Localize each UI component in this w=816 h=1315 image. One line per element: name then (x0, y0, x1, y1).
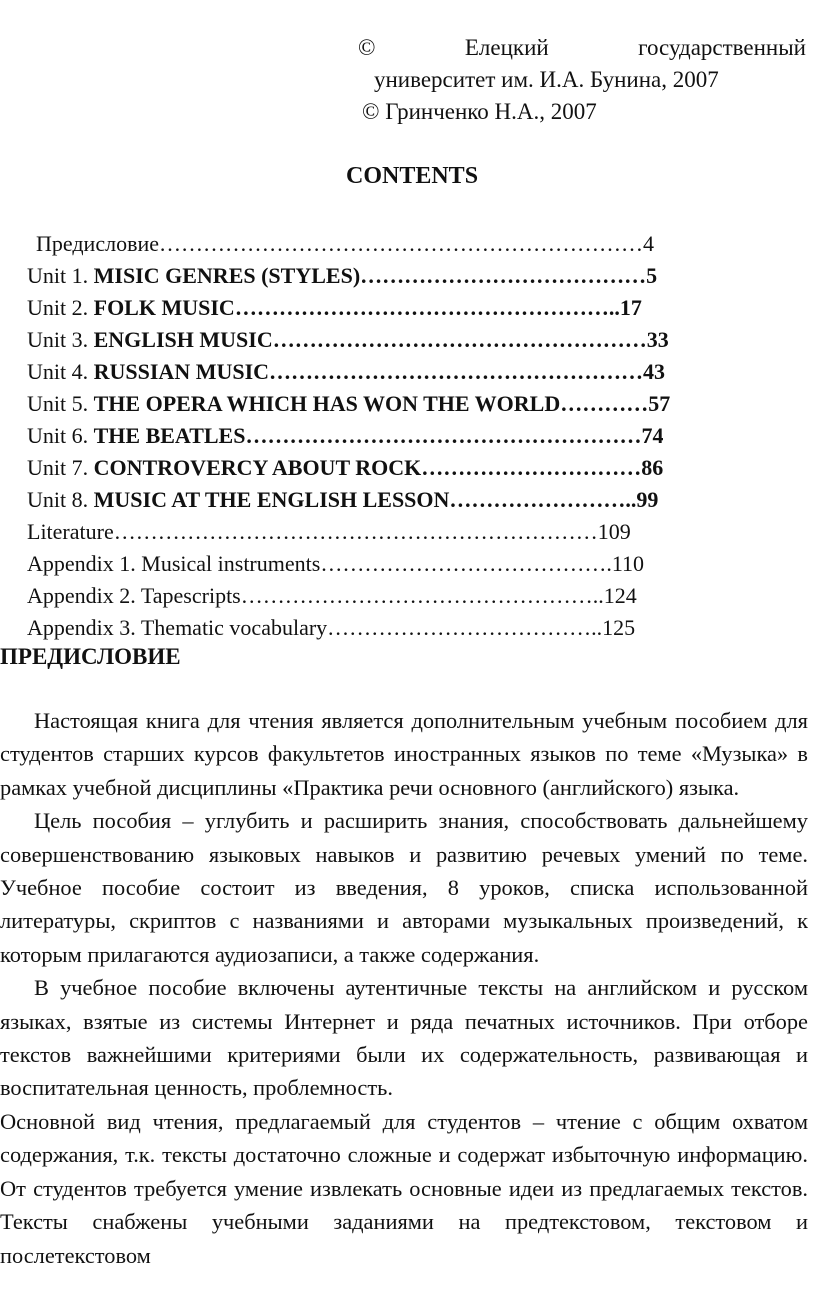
toc-entry-unit-3[interactable]: Unit 3. ENGLISH MUSIC……………………………………………33 (27, 327, 669, 352)
toc-entry-unit-5[interactable]: Unit 5. THE OPERA WHICH HAS WON THE WORLD…………57 (27, 391, 671, 416)
toc-entry-appendix-3[interactable]: Appendix 3. Thematic vocabulary………………………………..125 (27, 615, 636, 640)
contents-title: CONTENTS (346, 163, 479, 189)
toc-entry-unit-2[interactable]: Unit 2. FOLK MUSIC……………………………………………..17 (27, 295, 642, 320)
toc-entry-unit-6[interactable]: Unit 6. THE BEATLES………………………………………………74 (27, 423, 664, 448)
copyright-word: Елецкий (464, 35, 549, 60)
toc-entry-preface[interactable]: Предисловие…………………………………………………………4 (36, 231, 654, 256)
copyright-word: государственный (638, 35, 806, 60)
preface-paragraph: Настоящая книга для чтения является дополнительным учебным пособием для студентов старших курсов факультетов иностранных языков по теме «Музыка» в рамках учебной дисциплины «Практика речи основного (английского) языка. (0, 708, 808, 800)
preface-body (0, 704, 808, 1272)
toc-entry-unit-4[interactable]: Unit 4. RUSSIAN MUSIC……………………………………………43 (27, 359, 666, 384)
copyright-line-3: © Гринченко Н.А., 2007 (362, 99, 597, 124)
preface-title: ПРЕДИСЛОВИЕ (0, 644, 181, 669)
toc-entry-unit-8[interactable]: Unit 8. MUSIC AT THE ENGLISH LESSON……………………..99 (27, 487, 659, 512)
toc-entry-unit-1[interactable]: Unit 1. MISIC GENRES (STYLES)…………………………………5 (27, 263, 658, 288)
copyright-line-1 (358, 33, 806, 63)
preface-paragraph: Основной вид чтения, предлагаемый для студентов – чтение с общим охватом содержания, т.к. тексты достаточно сложные и содержат избыточную информацию. От студентов требуется умение извлекать основные идеи из предлагаемых текстов. Тексты снабжены учебными заданиями на предтекстовом, текстовом и послетекстовом (0, 1108, 808, 1268)
toc-entry-appendix-2[interactable]: Appendix 2. Tapescripts…………………………………………..124 (27, 583, 637, 608)
toc-entry-appendix-1[interactable]: Appendix 1. Musical instruments………………………………….110 (27, 551, 644, 576)
toc-entry-literature[interactable]: Literature…………………………………………………………109 (27, 519, 631, 544)
copyright-symbol: © (358, 35, 376, 60)
preface-paragraph: В учебное пособие включены аутентичные тексты на английском и русском языках, взятые из системы Интернет и ряда печатных источников. При отборе текстов важнейшими критериями были их содержательность, развивающая и воспитательная ценность, проблемность. (0, 975, 808, 1101)
toc-entry-unit-7[interactable]: Unit 7. CONTROVERCY ABOUT ROCK…………………………86 (27, 455, 664, 480)
copyright-line-2: университет им. И.А. Бунина, 2007 (374, 67, 719, 92)
preface-paragraph: Цель пособия – углубить и расширить знания, способствовать дальнейшему совершенствованию языковых навыков и развитию речевых умений по теме. Учебное пособие состоит из введения, 8 уроков, списка использованной литературы, скриптов с названиями и авторами музыкальных произведений, к которым прилагаются аудиозаписи, а также содержания. (0, 808, 808, 967)
